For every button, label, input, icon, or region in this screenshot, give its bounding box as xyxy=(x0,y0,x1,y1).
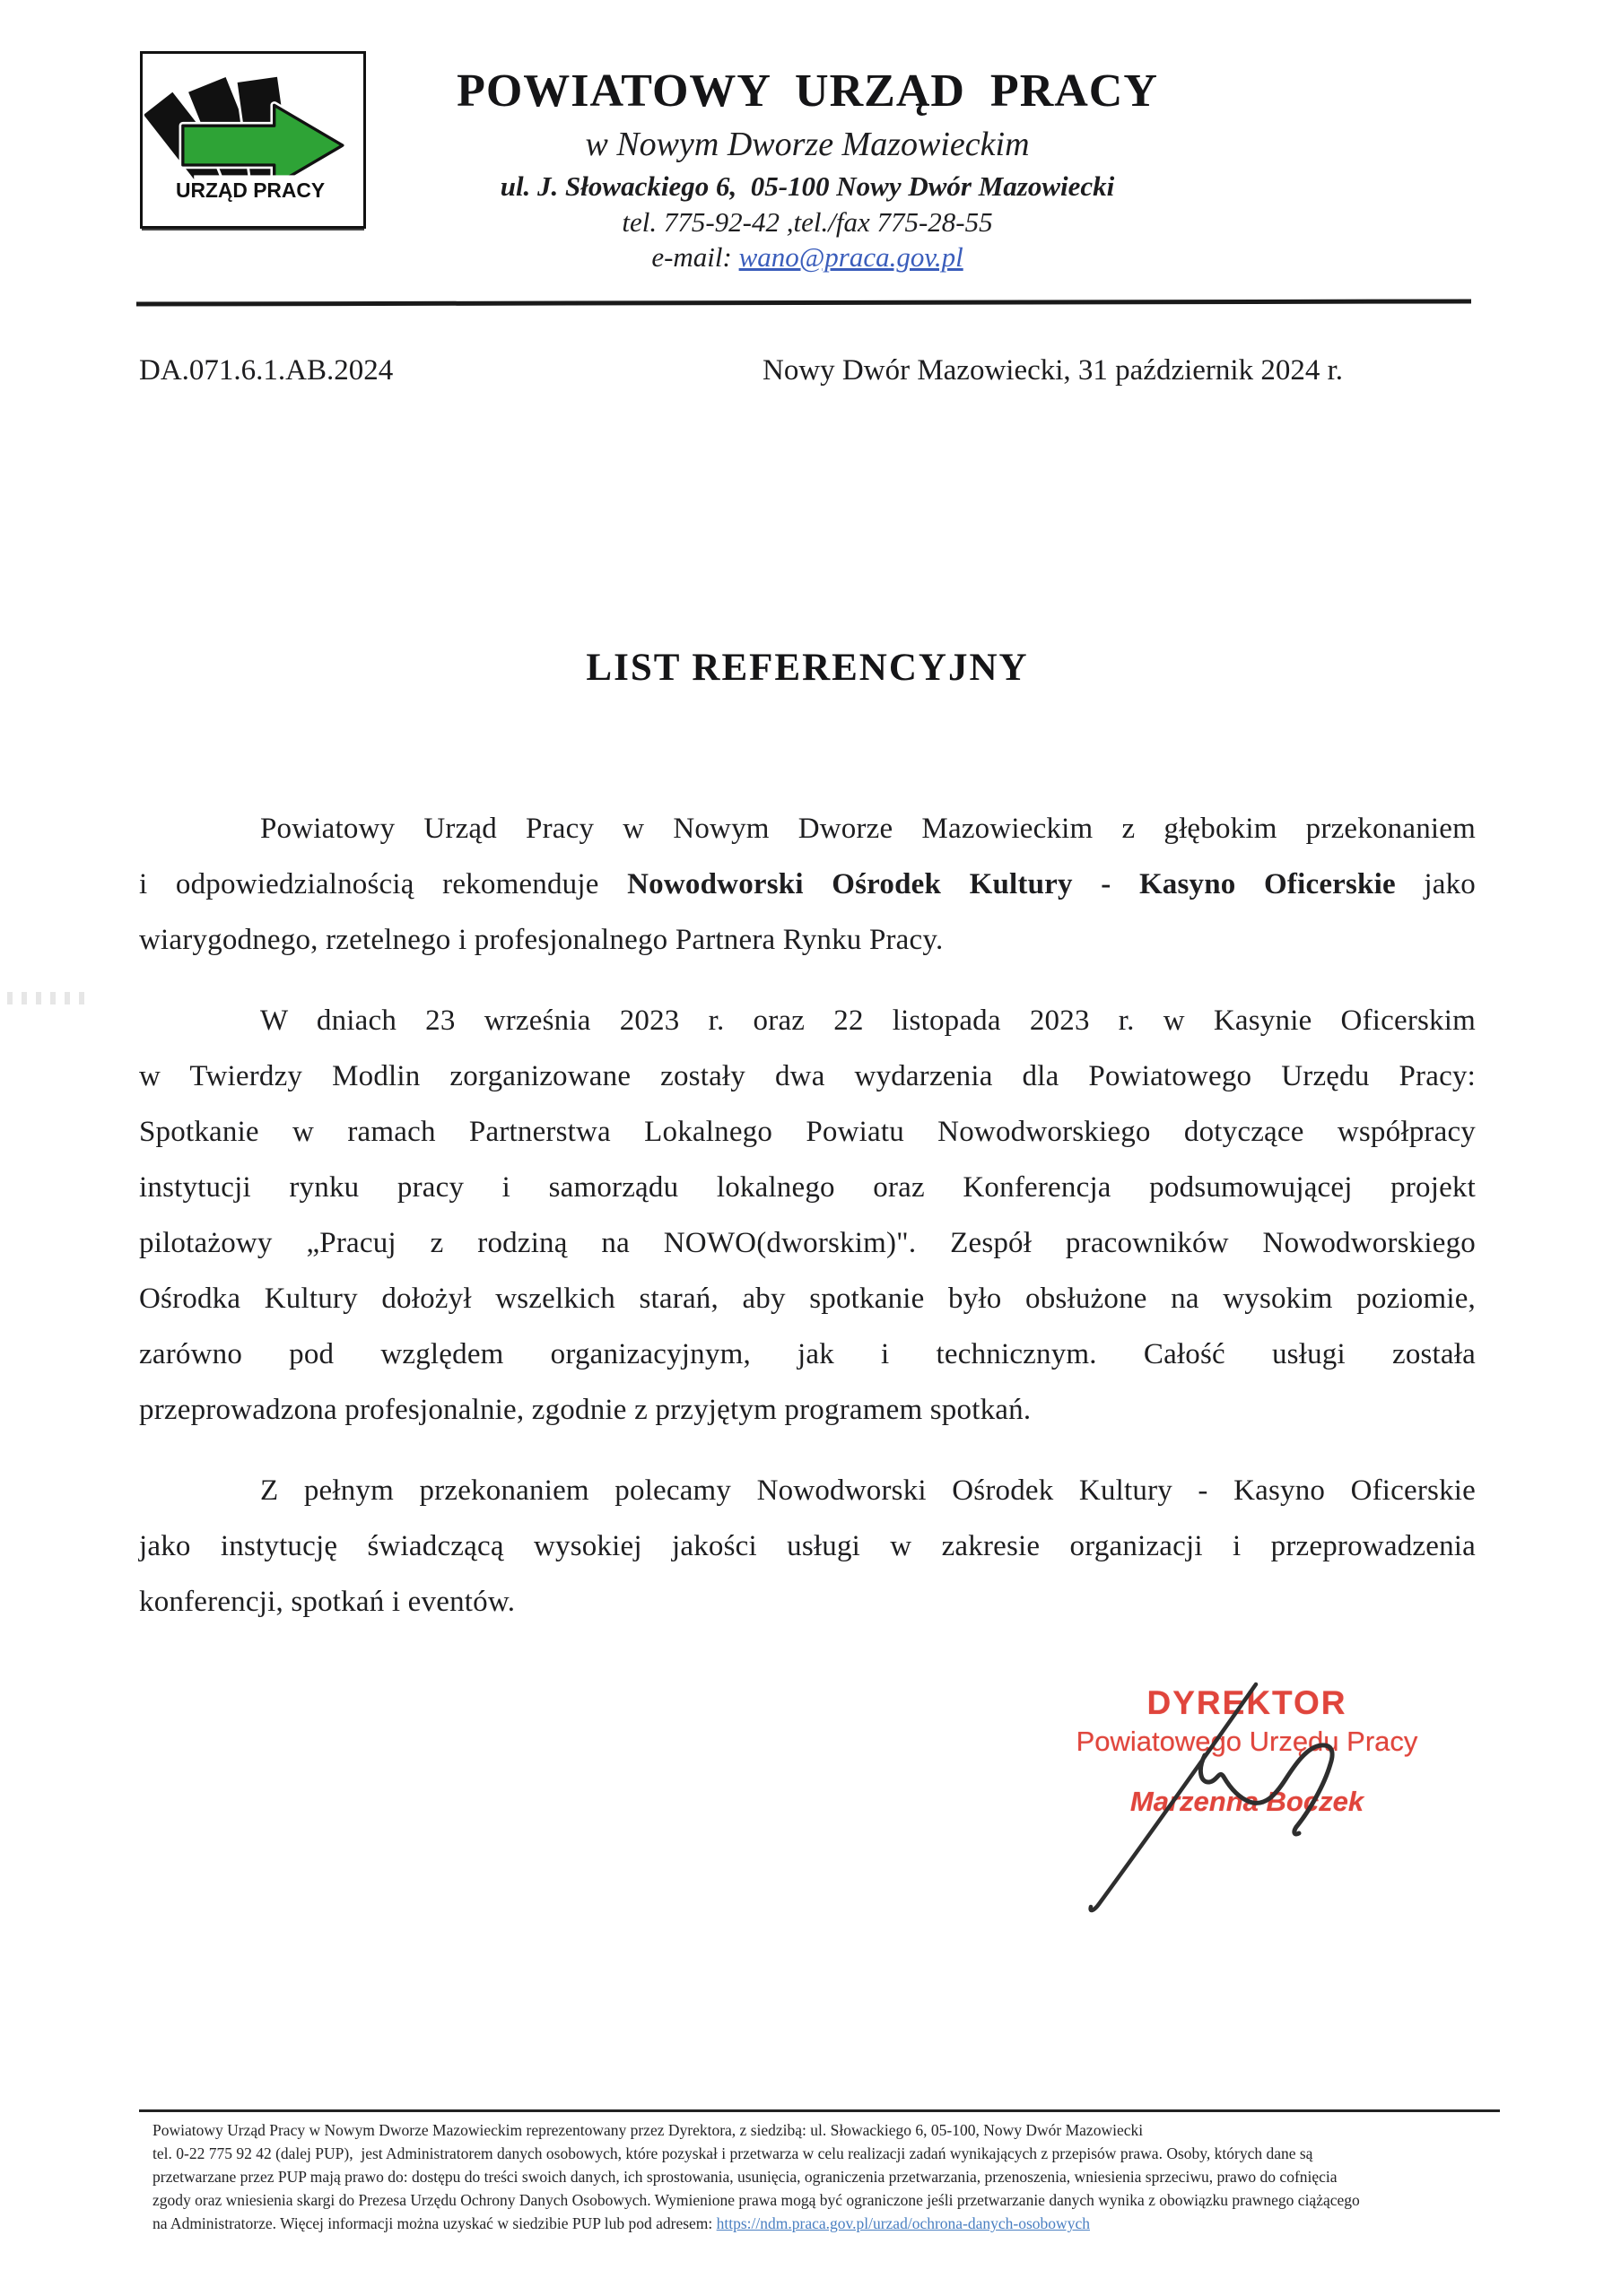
text-segment: jako xyxy=(1395,868,1476,900)
footer-line: przetwarzane przez PUP mają prawo do: dostępu do treści swoich danych, ich sprostowania, usunięcia, ograniczenia przetwarzania, przenoszenia, wniesienia sprzeciwu, prawo do cofnięcia xyxy=(153,2168,1338,2186)
text-line: zarówno pod względem organizacyjnym, jak i technicznym. Całość usługi została xyxy=(139,1338,1476,1370)
footer-rule xyxy=(139,2109,1500,2112)
stamp-director-name: Marzenna Boczek xyxy=(1129,1786,1364,1817)
footer-text: na Administratorze. Więcej informacji można uzyskać w siedzibie PUP lub pod adresem: xyxy=(153,2214,717,2232)
org-location: w Nowym Dworze Mazowieckim xyxy=(585,126,1030,163)
footer-line: zgody oraz wniesienia skargi do Prezesa Urzędu Ochrony Danych Osobowych. Wymienione prawa mogą być ograniczone jeśli przetwarzanie danych wynika z obowiązku prawnego ciążącego xyxy=(153,2191,1360,2209)
paragraph-1 xyxy=(139,801,1476,968)
footer-legal xyxy=(153,2118,1489,2235)
text-line xyxy=(139,857,1476,912)
scan-artifact xyxy=(7,992,90,1004)
org-name: POWIATOWY URZĄD PRACY xyxy=(457,65,1158,117)
text-line: w Twierdzy Modlin zorganizowane zostały dwa wydarzenia dla Powiatowego Urzędu Pracy: xyxy=(139,1060,1476,1092)
text-line: Z pełnym przekonaniem polecamy Nowodworski Ośrodek Kultury - Kasyno Oficerskie xyxy=(260,1474,1476,1507)
header-rule xyxy=(136,299,1471,306)
text-line: wiarygodnego, rzetelnego i profesjonalnego Partnera Rynku Pracy. xyxy=(139,924,944,956)
stamp-title: DYREKTOR xyxy=(1146,1684,1347,1721)
email-label: e-mail: xyxy=(651,241,739,273)
text-line: Ośrodka Kultury dołożył wszelkich starań, aby spotkanie było obsłużone na wysokim poziomie, xyxy=(139,1283,1476,1315)
text-line: przeprowadzona profesjonalnie, zgodnie z przyjętym programem spotkań. xyxy=(139,1394,1032,1426)
org-address: ul. J. Słowackiego 6, 05-100 Nowy Dwór Mazowiecki xyxy=(500,170,1115,202)
text-line: Spotkanie w ramach Partnerstwa Lokalnego Powiatu Nowodworskiego dotyczące współpracy xyxy=(139,1116,1476,1148)
text-line: pilotażowy „Pracuj z rodziną na NOWO(dworskim)". Zespół pracowników Nowodworskiego xyxy=(139,1227,1476,1259)
document-title: LIST REFERENCYJNY xyxy=(586,647,1029,689)
org-phone: tel. 775-92-42 ,tel./fax 775-28-55 xyxy=(622,206,993,238)
text-segment: i odpowiedzialnością rekomenduje xyxy=(139,868,628,900)
paragraph-3 xyxy=(139,1463,1476,1630)
stamp-org: Powiatowego Urzędu Pracy xyxy=(1076,1726,1418,1757)
text-line: jako instytucję świadczącą wysokiej jakości usługi w zakresie organizacji i przeprowadzenia xyxy=(139,1530,1476,1562)
text-line: Powiatowy Urząd Pracy w Nowym Dworze Mazowieckim z głębokim przekonaniem xyxy=(260,813,1476,845)
place-date: Nowy Dwór Mazowiecki, 31 październik 2024 r. xyxy=(763,354,1343,387)
paragraph-2 xyxy=(139,993,1476,1438)
handwritten-signature xyxy=(1032,1668,1480,1937)
reference-number: DA.071.6.1.AB.2024 xyxy=(139,354,394,387)
letterhead xyxy=(139,63,1476,271)
text-line: konferencji, spotkań i eventów. xyxy=(139,1586,516,1618)
text-line: instytucji rynku pracy i samorządu lokalnego oraz Konferencja podsumowującej projekt xyxy=(139,1171,1476,1204)
email-link[interactable]: wano@praca.gov.pl xyxy=(738,241,963,273)
text-line: W dniach 23 września 2023 r. oraz 22 listopada 2023 r. w Kasynie Oficerskim xyxy=(260,1004,1476,1037)
recommended-entity: Nowodworski Ośrodek Kultury - Kasyno Oficerskie xyxy=(627,868,1396,900)
footer-privacy-link[interactable]: https://ndm.praca.gov.pl/urzad/ochrona-danych-osobowych xyxy=(716,2214,1090,2232)
footer-line: Powiatowy Urząd Pracy w Nowym Dworze Mazowieckim reprezentowany przez Dyrektora, z siedzibą: ul. Słowackiego 6, 05-100, Nowy Dwór Mazowiecki xyxy=(153,2121,1144,2139)
letter-body xyxy=(139,801,1476,1655)
footer-line: tel. 0-22 775 92 42 (dalej PUP), jest Administratorem danych osobowych, które pozyskał i przetwarza w celu realizacji zadań wynikających z przepisów prawa. Osoby, których dane są xyxy=(153,2144,1313,2162)
footer-line xyxy=(153,2212,1489,2235)
logo-caption: URZĄD PRACY xyxy=(175,178,326,203)
